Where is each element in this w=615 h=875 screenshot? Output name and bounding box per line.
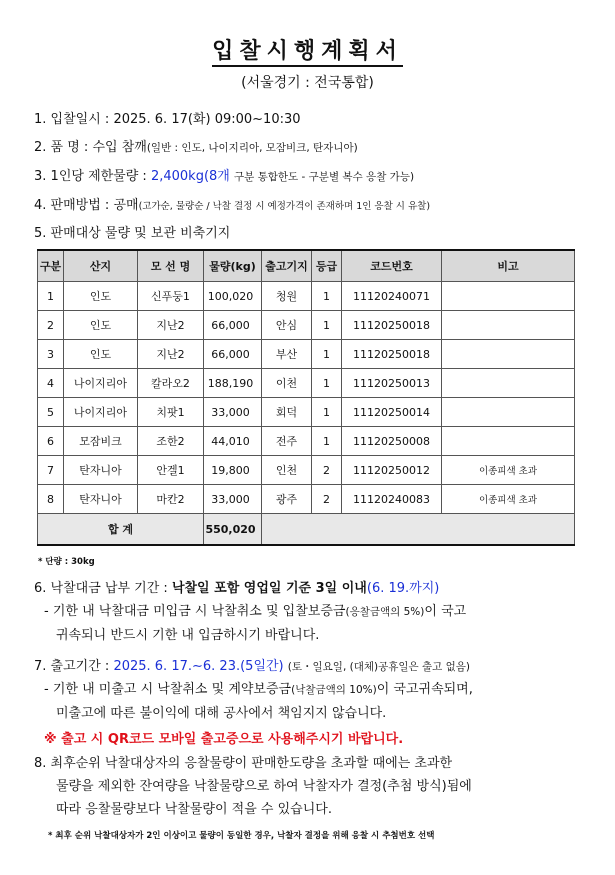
table-row: 8 탄자니아 마칸2 33,000 광주 2 11120240083 이종피색 초과 [38, 485, 575, 514]
page-title: 입찰시행계획서 [0, 34, 615, 65]
table-row: 5 나이지리아 치팟1 33,000 회덕 1 11120250014 [38, 398, 575, 427]
item-limit-per-person: 3. 1인당 제한물량 : 2,400kg(8개 구분 통합한도 - 구분별 복수 응찰 가능) [34, 169, 415, 184]
item7-detail: - 기한 내 미출고 시 낙찰취소 및 계약보증금(낙찰금액의 10%)이 국고귀속되며, 미출고에 따른 불이익에 대해 공사에서 책임지지 않습니다. [44, 682, 473, 721]
sales-table [37, 249, 575, 546]
page-subtitle: (서울경기 : 전국통합) [241, 75, 374, 91]
item-sales-target: 5. 판매대상 물량 및 보관 비축기지 [34, 226, 231, 241]
column-header: 등급 [312, 250, 342, 282]
table-header-row [38, 250, 575, 282]
table-row: 1 인도 신푸둥1 100,020 청원 1 11120240071 [38, 282, 575, 311]
qr-warning: ※ 출고 시 QR코드 모바일 출고증으로 사용해주시기 바랍니다. [44, 732, 404, 747]
table-row: 7 탄자니아 안겔1 19,800 인천 2 11120250012 이종피색 초과 [38, 456, 575, 485]
item-bid-date: 1. 입찰일시 : 2025. 6. 17(화) 09:00~10:30 [34, 112, 301, 127]
total-value: 550,020 [204, 514, 262, 546]
column-header: 산지 [64, 250, 138, 282]
table-row: 4 나이지리아 칼라오2 188,190 이천 1 11120250013 [38, 369, 575, 398]
column-header: 출고기지 [262, 250, 312, 282]
item6-detail: - 기한 내 낙찰대금 미입금 시 낙찰취소 및 입찰보증금(응찰금액의 5%)이 국고 귀속되니 반드시 기한 내 입금하시기 바랍니다. [44, 604, 467, 643]
item-product-name: 2. 품 명 : 수입 참깨(일반 : 인도, 나이지리아, 모잠비크, 탄자니아) [34, 140, 358, 155]
item-final-bidder: 8. 최후순위 낙찰대상자의 응찰물량이 판매한도량을 초과할 때에는 초과한 물량을 제외한 잔여량을 낙찰물량으로 하여 낙찰자가 결정(추첨 방식)됨에 따라 응찰물량보다 낙찰물량이 적을 수 있습니다. [34, 756, 472, 817]
column-header: 코드번호 [342, 250, 442, 282]
table-total-row [38, 514, 575, 546]
column-header: 모 선 명 [138, 250, 204, 282]
column-header: 비고 [442, 250, 575, 282]
item-payment-period: 6. 낙찰대금 납부 기간 : 낙찰일 포함 영업일 기준 3일 이내(6. 19.까지) [34, 581, 440, 596]
table-row: 2 인도 지난2 66,000 안심 1 11120250018 [38, 311, 575, 340]
item-delivery-period: 7. 출고기간 : 2025. 6. 17.∼6. 23.(5일간) (토・일요일, (대체)공휴일은 출고 없음) [34, 659, 471, 674]
table-row: 6 모잠비크 조한2 44,010 전주 1 11120250008 [38, 427, 575, 456]
item-sales-method: 4. 판매방법 : 공매(고가순, 물량순 / 낙찰 결정 시 예정가격이 존재하며 1인 응찰 시 유찰) [34, 198, 431, 213]
table-row: 3 인도 지난2 66,000 부산 1 11120250018 [38, 340, 575, 369]
footnote: * 최후 순위 낙찰대상자가 2인 이상이고 물량이 동일한 경우, 낙찰자 결정을 위해 응찰 시 추첨번호 선택 [48, 831, 435, 841]
column-header: 구분 [38, 250, 64, 282]
unit-note: * 단량 : 30kg [38, 557, 95, 567]
total-label: 합 계 [38, 514, 204, 546]
column-header: 물량(kg) [204, 250, 262, 282]
